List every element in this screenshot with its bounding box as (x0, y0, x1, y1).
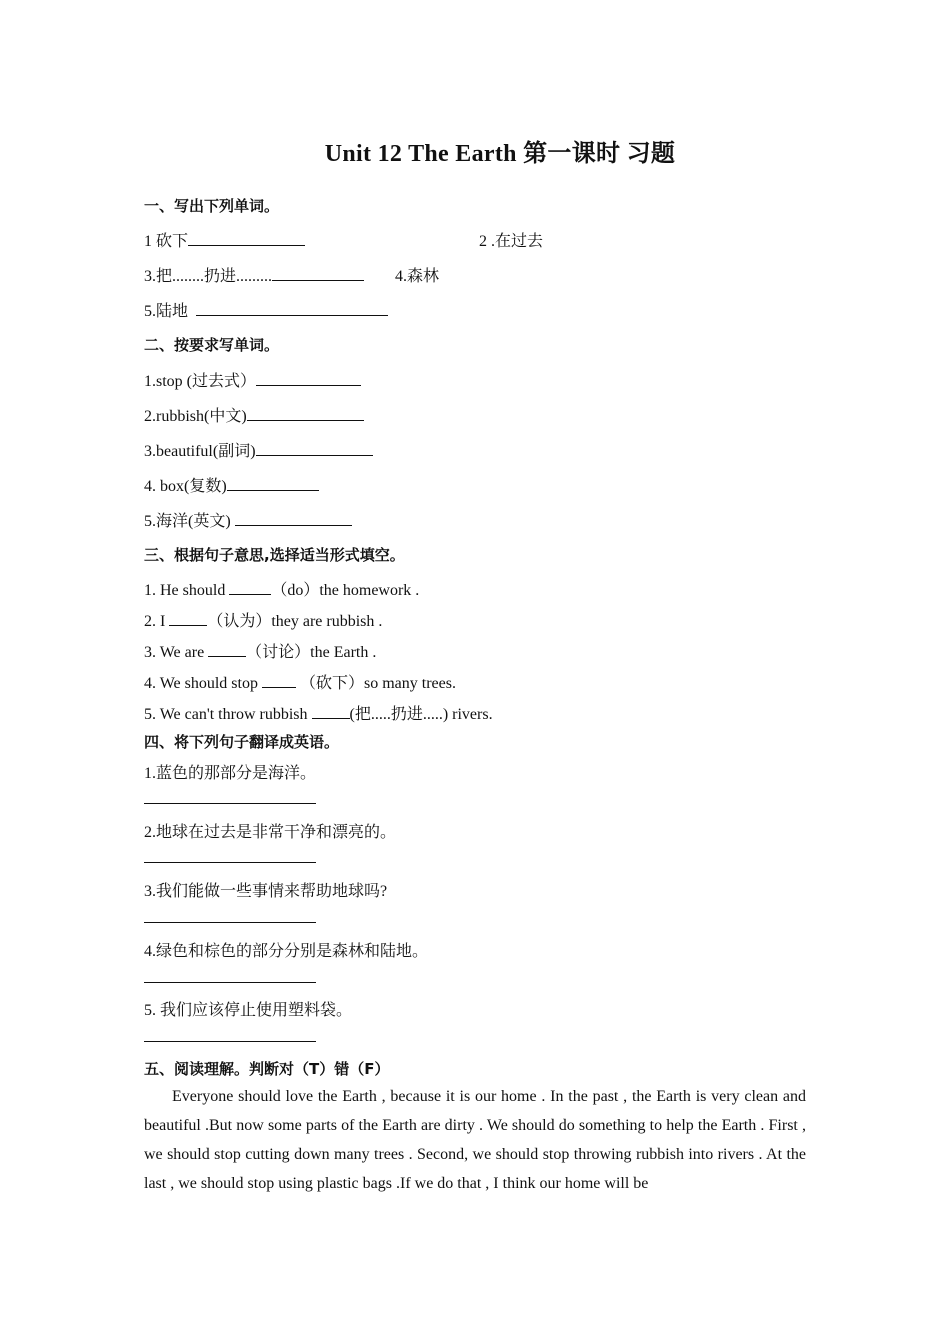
s2-item (144, 438, 373, 461)
s1-q2-label: 2 .在过去 (479, 233, 544, 250)
s3-item-text: 3. We are (144, 644, 209, 661)
section-4-heading: 四、将下列句子翻译成英语。 (144, 733, 340, 751)
answer-blank[interactable] (256, 371, 361, 386)
answer-blank[interactable] (247, 406, 364, 421)
s1-q4-label: 4.森林 (395, 268, 440, 285)
reading-passage: Everyone should love the Earth , because it is our home . In the past , the Earth is very clean and beautiful .But now some parts of the Earth are dirty . We should do something to help the Earth . First , we should stop cutting down many trees . Second, we should stop throwing rubbish into rivers . At the last , we should stop using plastic bags .If we do that , I think our home will be (144, 1088, 806, 1192)
s3-item (144, 608, 382, 631)
answer-blank[interactable] (208, 642, 246, 657)
answer-blank[interactable] (227, 476, 319, 491)
answer-blank[interactable] (188, 231, 305, 246)
s1-q5 (144, 298, 388, 321)
answer-line[interactable] (144, 862, 316, 863)
s3-item-text: 2. I (144, 613, 170, 630)
s1-q3 (144, 263, 364, 286)
s3-item-text: （砍下）so many trees. (295, 675, 456, 692)
s1-q3-label: 3.把........扔进......... (144, 268, 273, 285)
s3-item-text: (把.....扔进.....) rivers. (349, 706, 493, 723)
answer-blank[interactable] (256, 441, 373, 456)
s3-item (144, 701, 493, 724)
s2-item-label: 4. box(复数) (144, 478, 227, 495)
s4-item: 2.地球在过去是非常干净和漂亮的。 (144, 824, 397, 841)
answer-blank[interactable] (169, 611, 207, 626)
section-1-heading: 一、写出下列单词。 (144, 197, 280, 215)
s3-item (144, 577, 419, 600)
s4-item: 4.绿色和棕色的部分分别是森林和陆地。 (144, 943, 429, 960)
s1-q1 (144, 228, 305, 251)
answer-line[interactable] (144, 1041, 316, 1042)
answer-blank[interactable] (235, 511, 352, 526)
section-3-heading: 三、根据句子意思,选择适当形式填空。 (144, 546, 405, 564)
s4-item: 1.蓝色的那部分是海洋。 (144, 765, 317, 782)
s3-item (144, 639, 376, 662)
answer-blank[interactable] (196, 301, 388, 316)
section-2-heading: 二、按要求写单词。 (144, 336, 280, 354)
s3-item-text: （do）the homework . (271, 582, 420, 599)
s2-item (144, 508, 352, 531)
s3-item-text: （认为）they are rubbish . (207, 613, 383, 630)
s1-q5-label: 5.陆地 (144, 303, 189, 320)
s3-item-text: 1. He should (144, 582, 230, 599)
s2-item-label: 3.beautiful(副词) (144, 443, 256, 460)
s2-item (144, 368, 361, 391)
s2-item-label: 2.rubbish(中文) (144, 408, 247, 425)
answer-blank[interactable] (229, 580, 271, 595)
answer-blank[interactable] (312, 704, 350, 719)
s1-q1-label: 1 砍下 (144, 233, 189, 250)
s4-item: 3.我们能做一些事情来帮助地球吗? (144, 883, 388, 900)
s2-item (144, 473, 319, 496)
s2-item-label: 1.stop (过去式） (144, 373, 257, 390)
answer-blank[interactable] (262, 673, 296, 688)
s3-item-text: 4. We should stop (144, 675, 262, 692)
answer-line[interactable] (144, 982, 316, 983)
page-title: Unit 12 The Earth 第一课时 习题 (324, 141, 676, 167)
s2-item-label: 5.海洋(英文) (144, 513, 235, 530)
s3-item-text: （讨论）the Earth . (246, 644, 377, 661)
answer-line[interactable] (144, 803, 316, 804)
answer-line[interactable] (144, 922, 316, 923)
answer-blank[interactable] (272, 266, 364, 281)
s3-item (144, 670, 456, 693)
s2-item (144, 403, 364, 426)
s3-item-text: 5. We can't throw rubbish (144, 706, 312, 723)
section-5-heading: 五、阅读理解。判断对（T）错（F） (144, 1060, 390, 1078)
s4-item: 5. 我们应该停止使用塑料袋。 (144, 1002, 353, 1019)
